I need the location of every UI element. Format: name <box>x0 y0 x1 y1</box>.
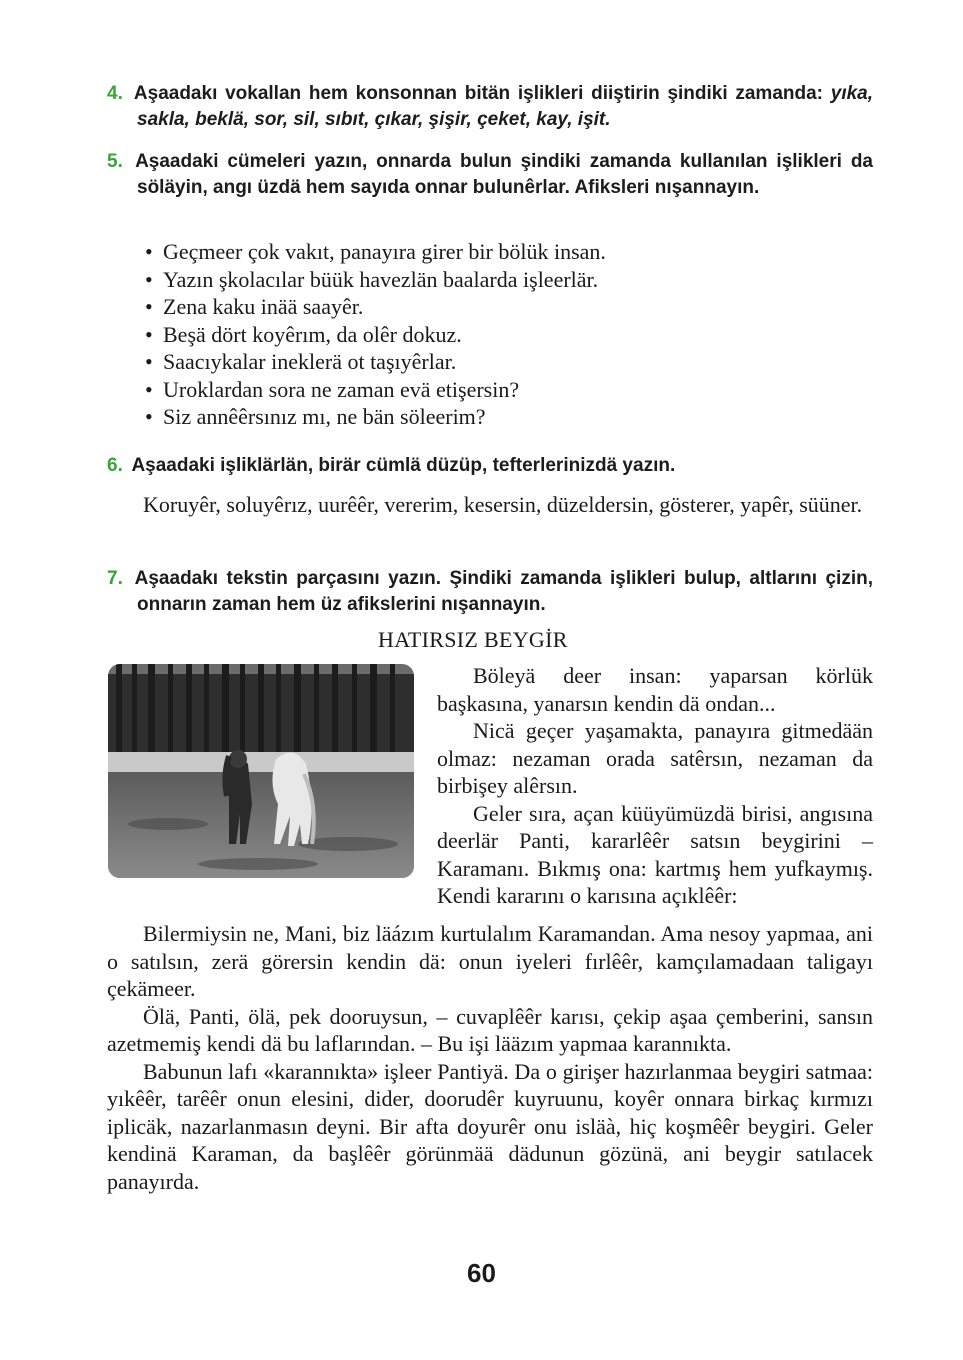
photo-illustration <box>108 664 414 878</box>
sentence-text: Zena kaku inää saayêr. <box>163 294 364 319</box>
list-item <box>145 403 845 431</box>
story-full-text <box>107 920 873 1195</box>
sentence-list <box>145 238 845 431</box>
task-5 <box>107 149 873 201</box>
story-paragraph: Babunun lafı «karannıkta» işleer Pantiyä. Da o girişer hazırlanmaa beygiri satmaa: yıkêêr, tarêêr onun elesini, dider, doorudêr kuyruunu, koyêr onnara birkaç kırmızı iplicäk, nazarlanmasın deyni. Bir afta doyurêr onu isläà, hiç koşmêêr beygiri. Geler kendinä Karaman, da başlêêr görünmää dädunun gözünä, ani beygir satılacek panayırda. <box>107 1058 873 1194</box>
task-instruction: Aşaadakı tekstin parçasını yazın. Şindiki zamanda işlikleri bulup, altlarını çizin, onnarın zaman hem üz afikslerini nışannayın. <box>134 568 873 615</box>
sentence-text: Saacıykalar ineklerä ot taşıyêrlar. <box>163 349 457 374</box>
story-paragraph: Geler sıra, açan küüyümüzdä birisi, angısına deerlär Panti, kararlêêr satsın beygirini – Karamanı. Bıkmış ona: kartmış hem yufkaymış. Kendi kararını o karısına açıklêêr: <box>437 800 873 908</box>
story-paragraph: Nicä geçer yaşamakta, panayıra gitmedään olmaz: nezaman orada satêrsın, nezaman da birbişey alêrsın. <box>437 718 873 798</box>
task-instruction: Aşaadaki cümeleri yazın, onnarda bulun şindiki zamanda kullanılan işlikleri da söläyin, angı üzdä hem sayıda onnar bulunêrlar. Afiksleri nışannayın. <box>135 151 873 198</box>
task-7 <box>107 566 873 618</box>
sentence-text: Yazın şkolacılar büük havezlän baalarda işleerlär. <box>163 266 599 292</box>
story-paragraph: Böleyä deer insan: yaparsan körlük başkasına, yanarsın kendin dä ondan... <box>437 663 873 716</box>
story-side-text <box>437 662 873 910</box>
story-paragraph: Ölä, Panti, ölä, pek dooruysun, – cuvaplêêr karısı, çekip aşaa çemberini, sansın azetmemiş kendi dä bu laflarından. – Bu işi lääzım yapmaa karannıkta. <box>107 1003 873 1056</box>
bullet-icon: • <box>145 294 153 319</box>
list-item <box>145 238 845 266</box>
list-item <box>145 348 845 376</box>
bullet-icon: • <box>145 349 153 374</box>
bullet-icon: • <box>145 321 153 347</box>
bullet-icon: • <box>145 376 153 402</box>
task-number: 5. <box>107 151 123 172</box>
word-list: Koruyêr, soluyêrız, uurêêr, vererim, kesersin, düzeldersin, gösterer, yapêr, süüner. <box>143 492 863 517</box>
page-number: 60 <box>467 1258 496 1288</box>
task-6 <box>107 453 873 479</box>
task-6-words <box>107 491 873 519</box>
list-item <box>145 376 845 404</box>
horse-photo <box>108 664 414 878</box>
sentence-text: Uroklardan sora ne zaman evä etişersin? <box>163 376 520 402</box>
list-item <box>145 293 845 321</box>
sentence-text: Geçmeer çok vakıt, panayıra girer bir bölük insan. <box>163 239 606 264</box>
task-4 <box>107 81 873 133</box>
bullet-icon: • <box>145 266 153 292</box>
story-title: HATIRSIZ BEYGİR <box>378 627 568 652</box>
task-number: 4. <box>107 83 123 104</box>
list-item <box>145 321 845 349</box>
sentence-text: Siz annêêrsınız mı, ne bän söleerim? <box>163 404 486 429</box>
list-item <box>145 266 845 294</box>
task-words: yıka, sakla, beklä, sor, sil, sıbıt, çıkar, şişir, çeket, kay, işit. <box>137 83 874 130</box>
sentence-text: Beşä dört koyêrım, da olêr dokuz. <box>163 321 462 347</box>
bullet-icon: • <box>145 239 153 264</box>
task-number: 7. <box>107 568 123 589</box>
task-instruction: Aşaadakı vokallan hem konsonnan bitän işlikleri diiştirin şindiki zamanda: <box>133 83 823 104</box>
task-instruction: Aşaadaki işliklärlän, birär cümlä düzüp, tefterlerinizdä yazın. <box>131 455 676 476</box>
bullet-icon: • <box>145 404 153 429</box>
task-number: 6. <box>107 455 123 476</box>
story-paragraph: Bilermiysin ne, Mani, biz läázım kurtulalım Karamandan. Ama nesoy yapmaa, ani o satılsın, zerä görersin kendin dä: onun iyeleri fırlêêr, kamçılamadaan taligayı çekämeer. <box>107 921 873 1001</box>
